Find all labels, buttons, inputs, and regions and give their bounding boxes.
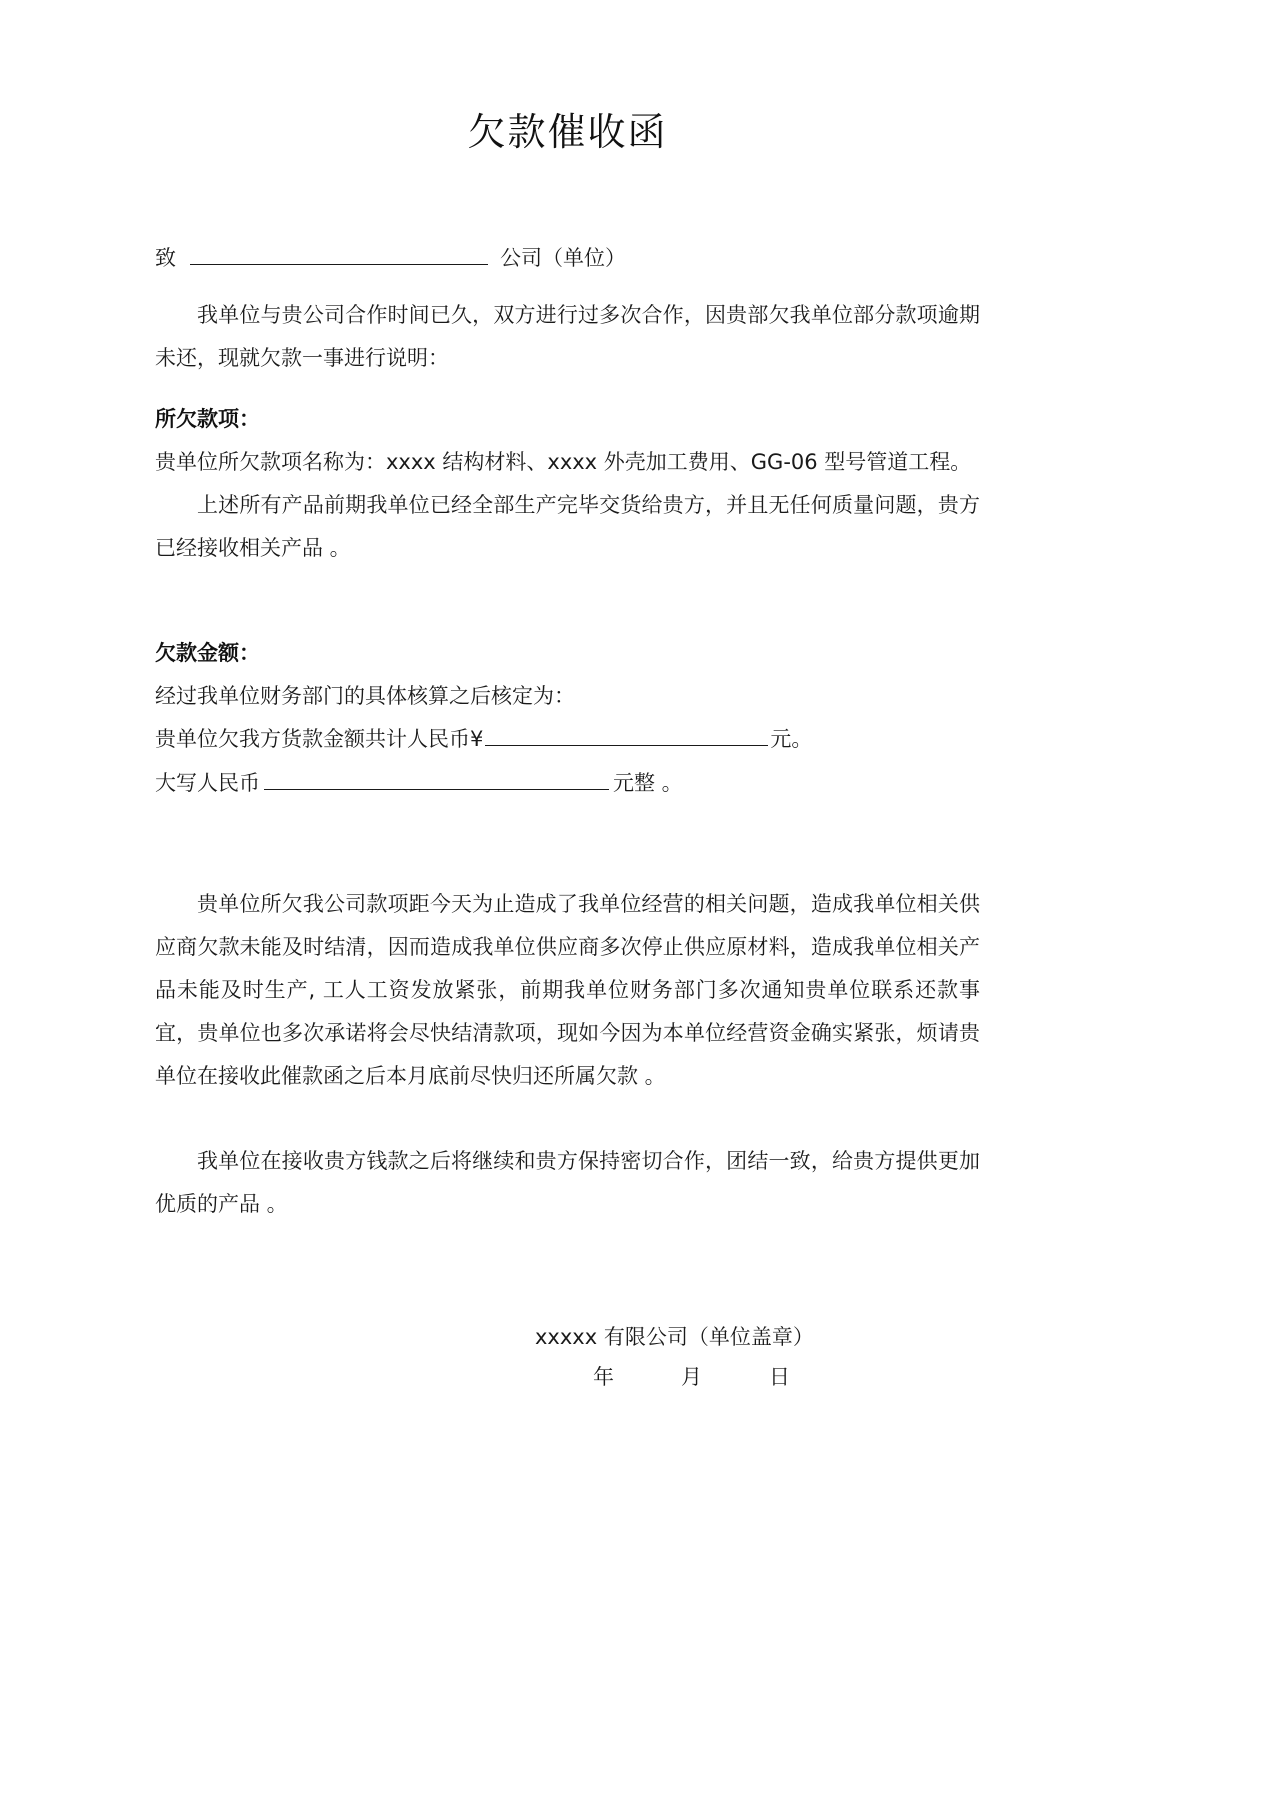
title-spacer xyxy=(155,157,980,241)
recipient-line xyxy=(155,241,980,276)
signature-date-line xyxy=(535,1358,980,1398)
body-paragraph: 贵单位所欠我公司款项距今天为止造成了我单位经营的相关问题，造成我单位相关供应商欠款未能及时结清，因而造成我单位供应商多次停止供应原材料，造成我单位相关产品未能及时生产, 工人工资发放紧张，前期我单位财务部门多次通知贵单位联系还款事宜，贵单位也多次承诺将会尽快结清款项，现如今因为本单位经营资金确实紧张，烦请贵单位在接收此催款函之后本月底前尽快归还所属欠款 。 xyxy=(155,891,980,1088)
recipient-prefix-label: 致 xyxy=(155,246,176,271)
owed-items-delivery-line: 上述所有产品前期我单位已经全部生产完毕交货给贵方，并且无任何质量问题，贵方已经接收相关产品 。 xyxy=(155,493,980,561)
spacer xyxy=(155,805,980,883)
signature-block xyxy=(155,1318,980,1398)
section-heading-owed-amount: 欠款金额： xyxy=(155,641,260,666)
owed-amount-numeric-line xyxy=(155,718,980,761)
closing-paragraph: 我单位在接收贵方钱款之后将继续和贵方保持密切合作，团结一致，给贵方提供更加优质的产品 。 xyxy=(155,1148,980,1216)
intro-paragraph: 我单位与贵公司合作时间已久，双方进行过多次合作，因贵部欠我单位部分款项逾期未还，现就欠款一事进行说明： xyxy=(155,303,980,371)
owed-items-detail-line: 贵单位所欠款项名称为：xxxx 结构材料、xxxx 外壳加工费用、GG-06 型号管道工程。 xyxy=(155,450,972,475)
signature-date-month: 月 xyxy=(681,1364,702,1389)
spacer xyxy=(155,1098,980,1140)
recipient-blank-field[interactable] xyxy=(190,241,488,265)
signature-date-day: 日 xyxy=(769,1364,790,1389)
spacer xyxy=(155,570,980,632)
signature-company-name: xxxxx 有限公司（单位盖章） xyxy=(535,1324,814,1349)
section-heading-owed-items: 所欠款项： xyxy=(155,407,260,432)
owed-amount-intro-line: 经过我单位财务部门的具体核算之后核定为： xyxy=(155,684,575,709)
owed-amount-numeric-prefix: 贵单位欠我方货款金额共计人民币¥ xyxy=(155,727,484,752)
owed-amount-capital-suffix: 元整 。 xyxy=(613,770,683,795)
owed-amount-capital-blank-field[interactable] xyxy=(264,765,609,789)
recipient-suffix-label: 公司（单位） xyxy=(500,246,626,271)
owed-amount-numeric-suffix: 元。 xyxy=(770,727,813,752)
page-title: 欠款催收函 xyxy=(467,110,668,154)
owed-amount-numeric-blank-field[interactable] xyxy=(485,722,768,746)
owed-amount-capital-line xyxy=(155,762,980,805)
owed-amount-capital-prefix: 大写人民币 xyxy=(155,770,260,795)
signature-date-year: 年 xyxy=(593,1364,614,1389)
spacer xyxy=(155,276,980,294)
spacer xyxy=(155,380,980,398)
document-content xyxy=(155,0,980,1398)
